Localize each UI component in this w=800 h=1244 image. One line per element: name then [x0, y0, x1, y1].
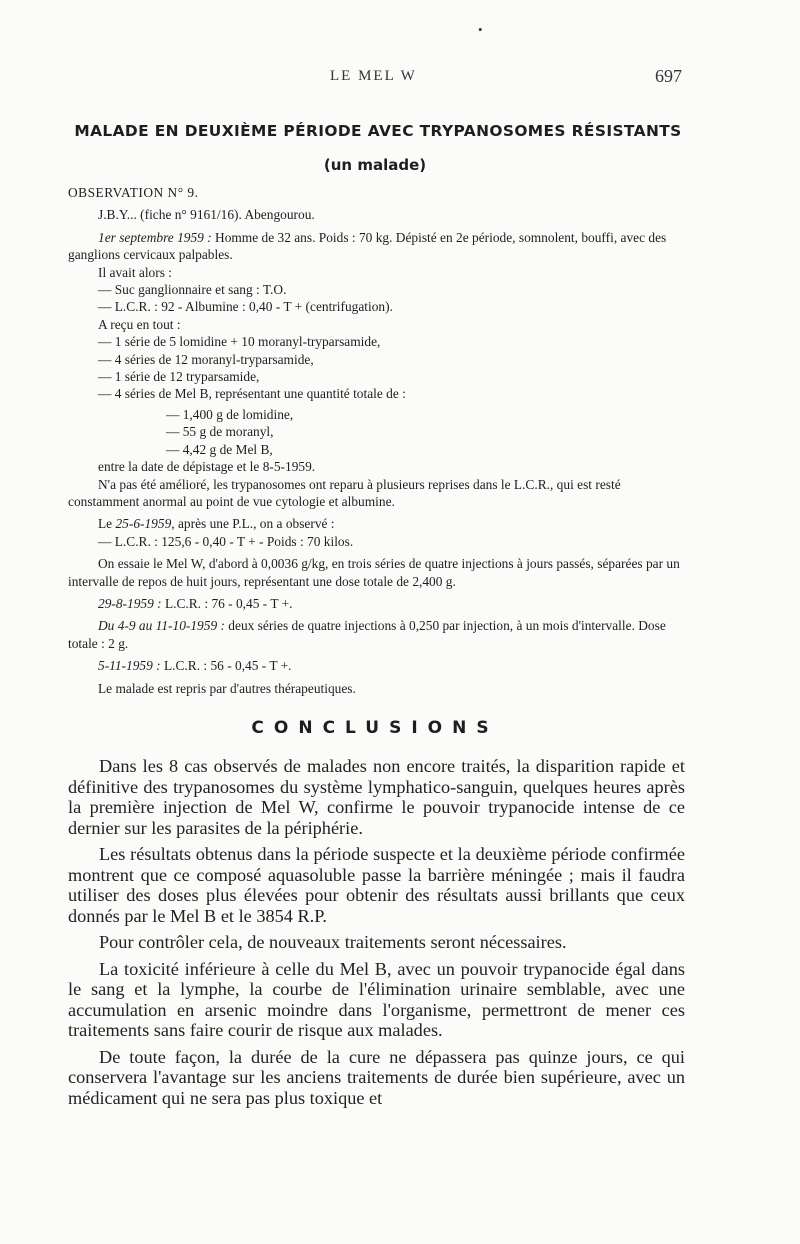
conclusions-heading: CONCLUSIONS: [251, 718, 499, 738]
observation-paragraph: [68, 595, 684, 612]
observation-paragraph: Le malade est repris par d'autres thérapeutiques.: [98, 680, 356, 696]
series-item: — 1 série de 12 tryparsamide,: [98, 369, 260, 385]
observation-line: Il avait alors :: [98, 264, 172, 280]
conclusion-paragraph: Dans les 8 cas observés de malades non encore traités, la disparition rapide et définitive des trypanosomes du système lymphatico-sanguin, quelques heures après la première injection de Mel W, confirme le pouvoir trypanocide intense de ce dernier sur les parasites de la périphérie.: [68, 756, 685, 838]
observation-date: 1er septembre 1959 :: [98, 229, 212, 245]
page-number: 697: [655, 66, 682, 86]
conclusions-body: [68, 756, 685, 1114]
conclusion-paragraph: La toxicité inférieure à celle du Mel B, avec un pouvoir trypanocide égal dans le sang et la lymphe, la courbe de l'élimination urinaire semblable, avec une accumulation en arsenic moindre dans l'organisme, permettront de mener ces traitements sans faire courir de risque aux malades.: [68, 958, 685, 1040]
series-item: — 1 série de 5 lomidine + 10 moranyl-tryparsamide,: [98, 334, 381, 350]
section-title: MALADE EN DEUXIÈME PÉRIODE AVEC TRYPANOSOMES RÉSISTANTS: [74, 122, 682, 140]
conclusion-paragraph: Les résultats obtenus dans la période suspecte et la deuxième période confirmée montrent que ce composé aquasoluble passe la barrière méningée ; mais il faudra utiliser des doses plus élevées pour obtenir des résultats aussi brillants que ceux donnés par le Mel B et le 3854 R.P.: [68, 844, 685, 926]
finding-line: — L.C.R. : 92 - Albumine : 0,40 - T + (centrifugation).: [98, 299, 393, 315]
finding-line: — Suc ganglionnaire et sang : T.O.: [98, 282, 287, 298]
observation-text: Homme de 32 ans. Poids : 70 kg. Dépisté en 2e période, somnolent, bouffi, avec des ganglions cervicaux palpables.: [68, 229, 667, 263]
dose-item: — 4,42 g de Mel B,: [166, 441, 273, 457]
observation-date: 5-11-1959 :: [98, 658, 161, 674]
observation-line: A reçu en tout :: [98, 316, 181, 332]
observation-text: Le: [98, 516, 116, 532]
patient-line: J.B.Y... (fiche n° 9161/16). Abengourou.: [98, 207, 315, 223]
running-head: LE MEL W: [330, 68, 417, 84]
observation-paragraph: N'a pas été amélioré, les trypanosomes ont reparu à plusieurs reprises dans le L.C.R., qui est resté constamment anormal au point de vue cytologie et albumine.: [68, 476, 621, 509]
section-subtitle: (un malade): [323, 156, 427, 174]
observation-line: entre la date de dépistage et le 8-5-1959.: [98, 459, 316, 475]
observation-block: [68, 184, 684, 697]
observation-paragraph: [68, 657, 684, 674]
observation-text: deux séries de quatre injections à 0,250 par injection, à un mois d'intervalle. Dose totale : 2 g.: [68, 618, 666, 651]
observation-paragraph: [68, 617, 684, 652]
observation-text: L.C.R. : 56 - 0,45 - T +.: [160, 658, 292, 674]
dose-item: — 55 g de moranyl,: [166, 424, 274, 440]
observation-date: 25-6-1959,: [115, 516, 175, 532]
dose-item: — 1,400 g de lomidine,: [166, 406, 294, 422]
observation-heading: OBSERVATION N° 9.: [68, 185, 199, 200]
observation-paragraph: On essaie le Mel W, d'abord à 0,0036 g/kg, en trois séries de quatre injections à jours passés, séparées par un intervalle de repos de huit jours, représentant une dose totale de 2,400 g.: [68, 556, 680, 589]
observation-text: L.C.R. : 76 - 0,45 - T +.: [161, 595, 293, 611]
conclusion-paragraph: Pour contrôler cela, de nouveaux traitements seront nécessaires.: [99, 932, 567, 952]
finding-line: — L.C.R. : 125,6 - 0,40 - T + - Poids : 70 kilos.: [98, 533, 354, 549]
page-mark: •: [478, 22, 483, 37]
observation-date: 29-8-1959 :: [98, 595, 162, 611]
observation-paragraph: [68, 229, 684, 264]
observation-text: après une P.L., on a observé :: [174, 516, 335, 532]
observation-date: Du 4-9 au 11-10-1959 :: [98, 618, 225, 634]
conclusion-paragraph: De toute façon, la durée de la cure ne dépassera pas quinze jours, ce qui conservera l'avantage sur les anciens traitements de durée bien supérieure, avec un médicament qui ne sera pas plus toxique et: [68, 1046, 685, 1108]
series-item: — 4 séries de Mel B, représentant une quantité totale de :: [98, 386, 406, 402]
series-item: — 4 séries de 12 moranyl-tryparsamide,: [98, 351, 314, 367]
observation-paragraph: [68, 515, 684, 532]
